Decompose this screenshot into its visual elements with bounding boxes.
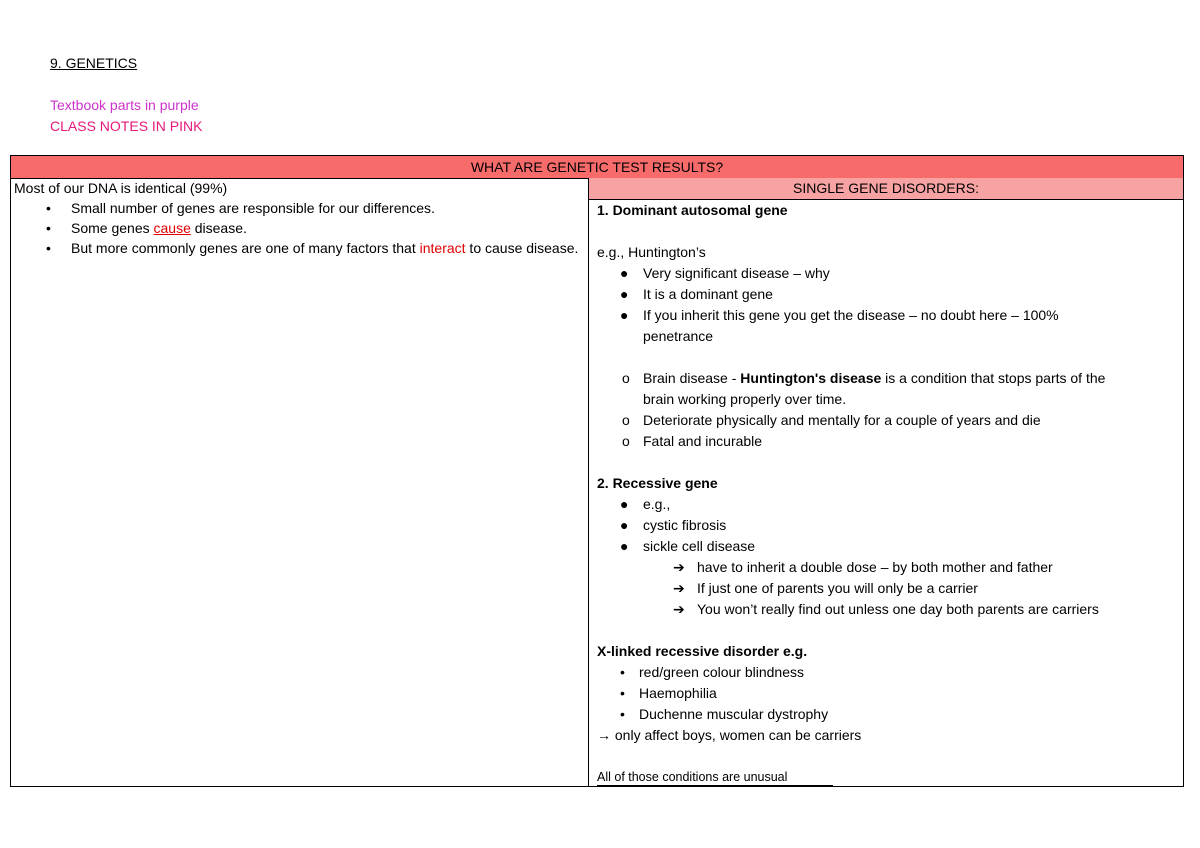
left-column [11,178,589,787]
recessive-heading: 2. Recessive gene [597,475,718,491]
right-subheading: SINGLE GENE DISORDERS: [589,178,1183,200]
left-subheading: Most of our DNA is identical (99%) [14,180,228,196]
list-item: • But more commonly genes are one of many factors that interact to cause disease. [46,240,579,256]
circle-bullet-icon: o [622,370,630,386]
bullet-icon: • [620,685,625,701]
xlinked-heading: X-linked recessive disorder e.g. [597,643,808,659]
list-item: ● sickle cell disease [597,536,1175,557]
example-label: e.g., Huntington’s [597,244,706,260]
list-item: ➔ You won’t really find out unless one day both parents are carriers [597,599,1175,620]
legend-pink: CLASS NOTES IN PINK [50,118,203,134]
bullet-icon: • [46,200,51,216]
dominant-heading: 1. Dominant autosomal gene [597,202,788,218]
bullet-icon: ● [620,286,629,302]
right-column [589,178,1183,787]
bullet-icon: ● [620,517,629,533]
bullet-icon: • [46,220,51,236]
list-item: • Haemophilia [597,683,1175,704]
list-item: ➔ have to inherit a double dose – by both mother and father [597,557,1175,578]
table-heading: WHAT ARE GENETIC TEST RESULTS? [11,156,1183,179]
document-title: 9. GENETICS [50,55,138,71]
highlight-interact: interact [419,240,466,256]
bullet-icon: ● [620,496,629,512]
footer-note: All of those conditions are unusual [597,770,788,784]
footer-underline [597,785,833,786]
bullet-icon: ● [620,265,629,281]
bullet-icon: • [46,240,51,256]
left-bullet-list [11,198,588,258]
notes-table [10,155,1184,787]
list-item: • Duchenne muscular dystrophy [597,704,1175,725]
list-item: • Small number of genes are responsible for our differences. [46,200,435,216]
highlight-cause: cause [153,220,191,236]
arrow-right-icon: ➔ [673,601,685,617]
list-item: ● It is a dominant gene [597,284,1175,305]
circle-bullet-icon: o [622,433,630,449]
list-item: ● Very significant disease – why [597,263,1175,284]
list-item: ● e.g., [597,494,1175,515]
circle-bullet-icon: o [622,412,630,428]
bullet-icon: • [620,706,625,722]
list-item: o Deteriorate physically and mentally for a couple of years and die [597,410,1175,431]
list-item: • Some genes cause disease. [46,220,247,236]
list-item: ● cystic fibrosis [597,515,1175,536]
bullet-icon: ● [620,307,629,323]
bullet-icon: • [620,664,625,680]
list-item-continuation: brain working properly over time. [643,391,847,407]
legend-purple: Textbook parts in purple [50,97,199,113]
bullet-icon: ● [620,538,629,554]
list-item: o Fatal and incurable [597,431,1175,452]
list-item: ● If you inherit this gene you get the disease – no doubt here – 100% [597,305,1175,326]
list-item: • red/green colour blindness [597,662,1175,683]
xlinked-note: → only affect boys, women can be carriers [597,727,862,743]
arrow-right-icon: ➔ [673,559,685,575]
list-item-continuation: penetrance [643,328,714,344]
list-item: o Brain disease - Huntington's disease is a condition that stops parts of the [597,368,1175,389]
list-item: ➔ If just one of parents you will only be a carrier [597,578,1175,599]
arrow-right-icon: ➔ [673,580,685,596]
